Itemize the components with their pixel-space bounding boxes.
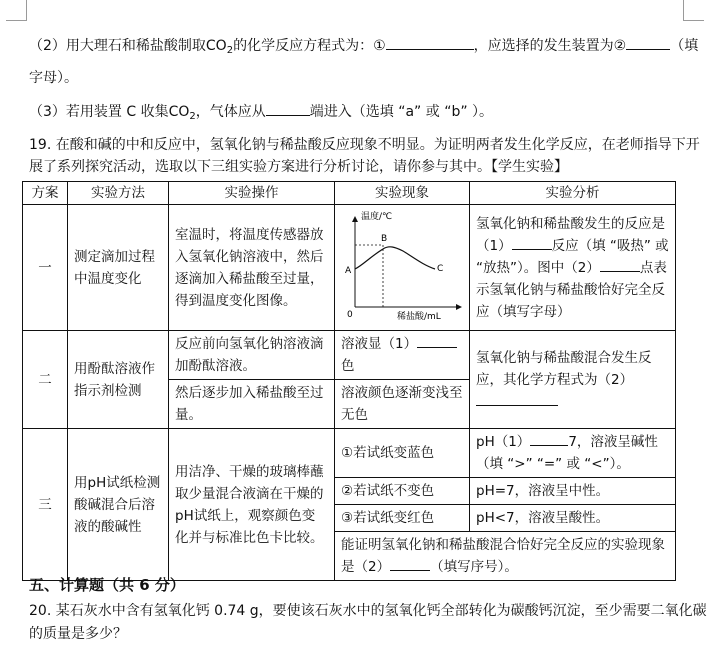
q2-text-c: ，应选择的发生装置为②: [473, 38, 627, 54]
row3-obs-3: ③若试纸变红色: [335, 505, 470, 532]
graph-origin-label: 0: [347, 310, 353, 320]
q2-text-d: （填: [670, 38, 699, 54]
crop-mark-top-left: [6, 0, 27, 21]
q2-answer-blank-1[interactable]: [386, 35, 474, 50]
q3-subscript: 2: [189, 111, 196, 122]
row2-blank-2[interactable]: [476, 391, 558, 406]
row1-plan: 一: [23, 205, 68, 331]
q19-line1: 19. 在酸和碱的中和反应中，氢氧化钠与稀盐酸反应现象不明显。为证明两者发生化学反应，在老师指导下开: [29, 137, 700, 153]
row3-an1-text-a: pH（1）: [476, 434, 531, 450]
header-method: 实验方法: [68, 182, 169, 205]
header-operation: 实验操作: [169, 182, 335, 205]
temperature-graph: [335, 205, 468, 323]
row3-bottom-text-a: 能证明氢氧化钠和稀盐酸混合恰好完全反应的实验现象是（2）: [341, 537, 665, 575]
row1-analysis-a: 氢氧化钠和稀盐酸发生的反应是（1）: [476, 215, 665, 254]
q19-line2: 展了系列探究活动，选取以下三组实验方案进行分析讨论，请你参与其中。【学生实验】: [29, 159, 568, 175]
q2-line2: 字母）。: [29, 70, 78, 86]
row3-analysis-3: pH<7，溶液呈酸性。: [470, 505, 676, 532]
q3-text-a: （3）若用装置 C 收集CO: [29, 104, 190, 120]
table-row-3a: [23, 429, 676, 478]
row3-blank-1[interactable]: [530, 431, 568, 446]
experiment-table: [22, 181, 676, 581]
row3-bottom-text-b: （填写序号）。: [430, 559, 518, 575]
row1-analysis-b: 反应（填 “吸热” 或 “放热”）。图中（2）: [476, 237, 669, 276]
row1-operation: 室温时，将温度传感器放入氢氧化钠溶液中，然后逐滴加入稀盐酸至过量，得到温度变化图像。: [169, 205, 335, 331]
q2-answer-blank-2[interactable]: [626, 35, 670, 50]
q20-line1: 20. 某石灰水中含有氢氧化钙 0.74 g，要使该石灰水中的氢氧化钙全部转化为碳酸钙沉淀，至少需要二氧化碳: [29, 603, 707, 619]
row1-blank-2[interactable]: [600, 257, 640, 272]
q2-text-b: 的化学反应方程式为：①: [233, 38, 386, 54]
graph-point-b: B: [381, 234, 388, 244]
row3-analysis-1: [470, 429, 676, 478]
row2-ph1-text-a: 溶液显（1）: [341, 336, 418, 352]
row3-an1-text-b: 7，溶液呈碱性（填 “>” “=” 或 “<”）。: [476, 434, 658, 472]
row3-bottom-question: [335, 532, 676, 581]
header-plan: 方案: [23, 182, 68, 205]
row2-ph1-text-b: 色: [341, 358, 355, 374]
row2-blank-1[interactable]: [417, 333, 457, 348]
row1-blank-1[interactable]: [512, 235, 552, 250]
row3-obs-2: ②若试纸不变色: [335, 478, 470, 505]
graph-y-label: 温度/℃: [361, 212, 393, 222]
graph-point-a: A: [345, 266, 352, 276]
row3-method: 用pH试纸检测酸碱混合后溶液的酸碱性: [68, 429, 169, 581]
table-row-1: [23, 205, 676, 331]
row2-op2: 然后逐步加入稀盐酸至过量。: [169, 380, 335, 429]
q2-subscript: 2: [226, 45, 234, 56]
row2-op1: 反应前向氢氧化钠溶液滴加酚酞溶液。: [169, 331, 335, 380]
q3-text-c: 端进入（选填 “a” 或 “b” ）。: [309, 104, 494, 120]
row3-plan: 三: [23, 429, 68, 581]
temperature-curve: [355, 247, 435, 269]
row1-analysis: [470, 205, 676, 331]
table-row-2a: [23, 331, 676, 380]
q2-text-a: （2）用大理石和稀盐酸制取CO: [29, 38, 227, 54]
row2-analysis-text: 氢氧化钠与稀盐酸混合发生反应，其化学方程式为（2）: [476, 349, 652, 388]
header-analysis: 实验分析: [470, 182, 676, 205]
row2-method: 用酚酞溶液作指示剂检测: [68, 331, 169, 429]
q3-text-b: ，气体应从: [195, 104, 266, 120]
row3-analysis-2: pH=7，溶液呈中性。: [470, 478, 676, 505]
row2-phenomenon-2: 溶液颜色逐渐变浅至无色: [335, 380, 470, 429]
crop-mark-top-right: [683, 0, 704, 21]
graph-point-c: C: [437, 264, 444, 274]
q20-line2: 的质量是多少？: [29, 626, 127, 642]
row1-method: 测定滴加过程中温度变化: [68, 205, 169, 331]
graph-x-label: 稀盐酸/mL: [397, 312, 441, 322]
row2-plan: 二: [23, 331, 68, 429]
row3-blank-2[interactable]: [390, 556, 430, 571]
q3-answer-blank[interactable]: [266, 101, 310, 116]
row2-analysis: [470, 331, 676, 429]
q2-line1: [29, 35, 698, 61]
row3-operation: 用洁净、干燥的玻璃棒蘸取少量混合液滴在干燥的pH试纸上，观察颜色变化并与标准比色卡比较。: [169, 429, 335, 581]
section-5-title: 五、计算题（共 6 分）: [29, 576, 185, 594]
row1-analysis-c: 点表示氢氧化钠与稀盐酸恰好完全反应（填写字母）: [476, 259, 667, 320]
row3-obs-1: ①若试纸变蓝色: [335, 429, 470, 478]
row1-graph-cell: [335, 205, 470, 331]
row2-phenomenon-1: [335, 331, 470, 380]
header-phenomenon: 实验现象: [335, 182, 470, 205]
table-header-row: [23, 182, 676, 205]
q3-line: [29, 101, 493, 127]
